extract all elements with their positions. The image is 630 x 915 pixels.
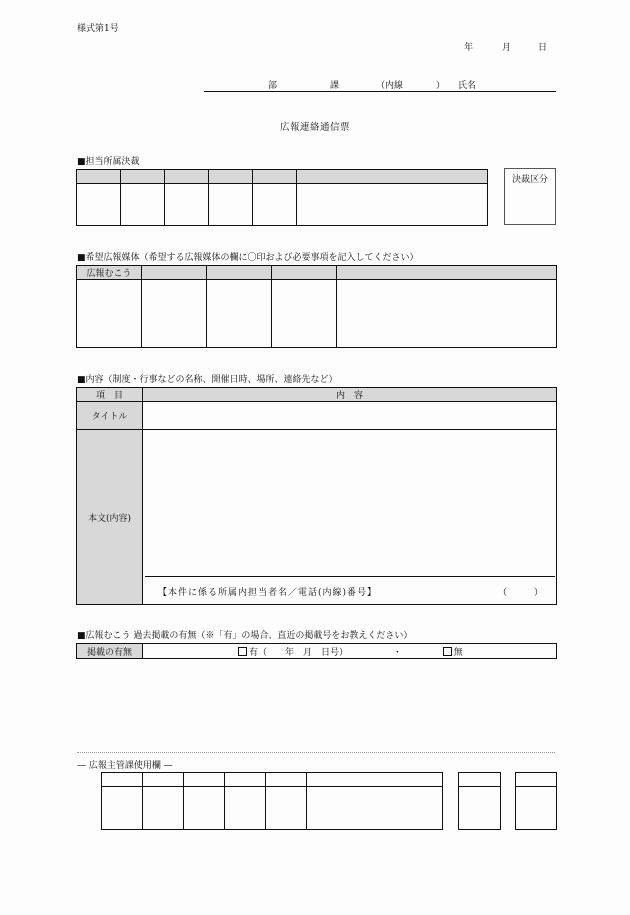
date-month-label: 月 xyxy=(502,43,512,53)
approval-category-box[interactable] xyxy=(504,168,556,225)
media-input-cell[interactable] xyxy=(77,280,142,348)
approval-header-cell xyxy=(209,170,253,184)
past-publication-heading: ■広報むこう 過去掲載の有無（※「有」の場合、直近の掲載号をお教えください） xyxy=(77,631,413,641)
form-number: 様式第1号 xyxy=(77,24,119,34)
media-header-cell xyxy=(337,266,557,280)
approval-stamp-cell[interactable] xyxy=(297,184,488,226)
approval-stamp-cell[interactable] xyxy=(209,184,253,226)
yes-option-label: 有（ 年 月 日号） xyxy=(249,647,349,658)
content-body-label: 本文(内容) xyxy=(77,430,143,605)
media-table xyxy=(76,265,557,348)
approval-header-cell xyxy=(297,170,488,184)
admin-extra-header-cell xyxy=(459,773,501,787)
media-input-cell[interactable] xyxy=(207,280,272,348)
contact-extension-field[interactable]: （ ） xyxy=(498,588,544,598)
admin-stamp-cell[interactable] xyxy=(307,787,443,830)
admin-header-cell xyxy=(307,773,443,787)
admin-header-cell xyxy=(225,773,266,787)
approval-header-cell xyxy=(77,170,121,184)
media-heading: ■希望広報媒体（希望する広報媒体の欄に〇印および必要事項を記入してください） xyxy=(77,253,419,263)
name-label: 氏名 xyxy=(458,81,477,91)
past-publication-table xyxy=(76,643,557,659)
content-heading: ■内容（制度・行事などの名称、開催日時、場所、連絡先など） xyxy=(77,375,338,385)
contact-person-label: 【本件に係る所属内担当者名／電話(内線)番号】 xyxy=(158,588,378,598)
contact-divider xyxy=(145,576,555,577)
admin-stamp-cell[interactable] xyxy=(143,787,184,830)
approval-header-cell xyxy=(121,170,165,184)
approval-stamp-table xyxy=(76,169,488,226)
admin-extra-box-2 xyxy=(515,772,557,830)
admin-header-cell xyxy=(184,773,225,787)
media-input-cell[interactable] xyxy=(142,280,207,348)
content-title-input[interactable] xyxy=(143,402,557,430)
content-item-column-header: 項 目 xyxy=(77,388,143,402)
date-year-label: 年 xyxy=(464,43,474,53)
media-header-cell xyxy=(272,266,337,280)
option-separator: ・ xyxy=(392,647,402,658)
admin-section-title: — 広報主管課使用欄 — xyxy=(77,761,173,771)
admin-stamp-cell[interactable] xyxy=(266,787,307,830)
admin-header-cell xyxy=(102,773,143,787)
media-kouhou-mukou-header: 広報むこう xyxy=(77,266,142,280)
department-label: 部 xyxy=(268,81,278,91)
approval-stamp-cell[interactable] xyxy=(121,184,165,226)
date-day-label: 日 xyxy=(538,43,548,53)
admin-extra-header-cell xyxy=(516,773,557,787)
admin-extra-box-1 xyxy=(458,772,501,830)
admin-header-cell xyxy=(266,773,307,787)
admin-stamp-cell[interactable] xyxy=(102,787,143,830)
yes-checkbox[interactable] xyxy=(238,647,247,656)
approval-heading: ■担当所属決裁 xyxy=(77,157,140,167)
admin-extra-stamp-cell[interactable] xyxy=(459,787,501,830)
admin-header-cell xyxy=(143,773,184,787)
section-label: 課 xyxy=(330,81,340,91)
past-publication-options xyxy=(143,644,557,659)
content-title-label: タイトル xyxy=(77,402,143,430)
approval-header-cell xyxy=(253,170,297,184)
media-input-cell[interactable] xyxy=(272,280,337,348)
media-input-cell[interactable] xyxy=(337,280,557,348)
media-header-cell xyxy=(207,266,272,280)
content-content-column-header: 内 容 xyxy=(143,388,557,402)
approval-header-cell xyxy=(165,170,209,184)
approval-category-label: 決裁区分 xyxy=(511,175,548,185)
content-table xyxy=(76,387,557,605)
approval-stamp-cell[interactable] xyxy=(77,184,121,226)
document-title: 広報連絡通信票 xyxy=(279,122,350,133)
approval-stamp-cell[interactable] xyxy=(253,184,297,226)
applicant-signature-row xyxy=(204,78,556,92)
no-checkbox[interactable] xyxy=(443,647,452,656)
extension-open-label: （内線 xyxy=(376,81,404,91)
approval-stamp-cell[interactable] xyxy=(165,184,209,226)
admin-stamp-table xyxy=(101,772,443,830)
admin-stamp-cell[interactable] xyxy=(225,787,266,830)
past-publication-label: 掲載の有無 xyxy=(77,644,143,659)
content-body-input[interactable] xyxy=(143,430,557,605)
extension-close-label: ） xyxy=(436,81,446,91)
media-header-cell xyxy=(142,266,207,280)
admin-separator xyxy=(77,752,555,753)
no-option-label: 無 xyxy=(453,647,463,658)
admin-stamp-cell[interactable] xyxy=(184,787,225,830)
admin-extra-stamp-cell[interactable] xyxy=(516,787,557,830)
